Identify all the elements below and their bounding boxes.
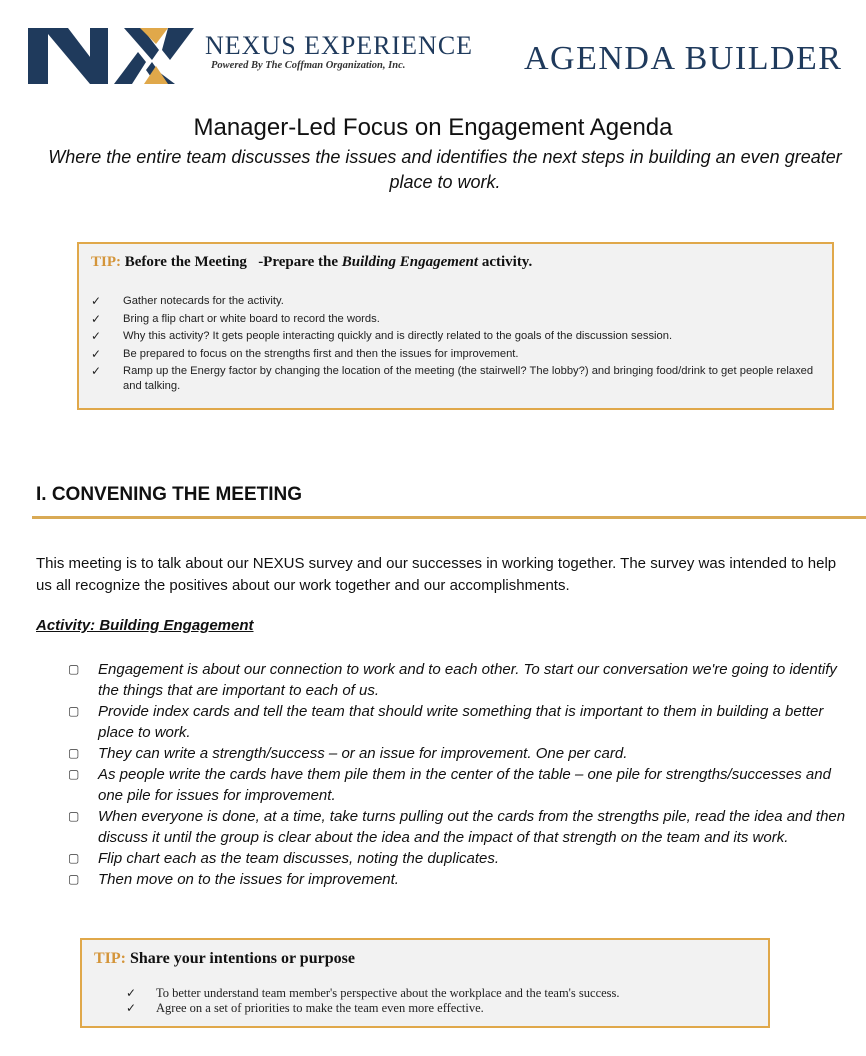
list-item-text: Gather notecards for the activity. [123, 295, 284, 307]
list-item-text: Engagement is about our connection to work and to each other. To start our conversation we're going to identify the things that are important to each of us. [98, 661, 837, 699]
brand-block [205, 32, 473, 71]
checkmark-icon: ✓ [126, 986, 137, 1000]
list-item [91, 329, 821, 344]
square-bullet-icon: ▢ [68, 746, 80, 760]
square-bullet-icon: ▢ [68, 704, 80, 718]
tip-heading-text: Share your intentions or purpose [130, 950, 355, 967]
checkmark-icon: ✓ [91, 311, 102, 326]
tip-label: TIP: [91, 254, 121, 270]
list-item [91, 364, 821, 394]
list-item-text: Agree on a set of priorities to make the team even more effective. [156, 1001, 484, 1015]
checkmark-icon: ✓ [91, 294, 102, 308]
list-item [60, 869, 860, 890]
brand-tagline: Powered By The Coffman Organization, Inc. [211, 60, 406, 71]
page-subtitle: Where the entire team discusses the issues and identifies the next steps in building an even greater place to work. [48, 147, 842, 192]
checkmark-icon: ✓ [126, 1001, 137, 1015]
brand-name: NEXUS EXPERIENCE [205, 31, 474, 60]
checkmark-icon: ✓ [91, 364, 102, 378]
page-title: Manager-Led Focus on Engagement Agenda [193, 114, 673, 141]
tip-checklist [126, 986, 756, 1016]
tip-heading-part: activity. [481, 254, 533, 270]
list-item [60, 806, 860, 848]
list-item-text: To better understand team member's perspective about the workplace and the team's success. [156, 986, 620, 1000]
list-item-text: Why this activity? It gets people interacting quickly and is directly related to the goals of the discussion session. [123, 330, 673, 342]
tip-label: TIP: [94, 950, 126, 967]
tip-box-share-intentions [80, 938, 770, 1028]
list-item [60, 764, 860, 806]
list-item [126, 1001, 756, 1016]
section-heading: I. CONVENING THE MEETING [36, 484, 303, 505]
square-bullet-icon: ▢ [68, 809, 80, 823]
activity-title: Activity: Building Engagement [36, 617, 254, 634]
square-bullet-icon: ▢ [68, 662, 80, 676]
list-item [91, 312, 821, 327]
list-item-text: When everyone is done, at a time, take turns pulling out the cards from the strengths pile, read the idea and then discuss it until the group is clear about the idea and the impact of that strength on the team and its work. [98, 808, 846, 846]
section-intro: This meeting is to talk about our NEXUS survey and our successes in working together. The survey was intended to help us all recognize the positives about our work together and our accomplishments. [36, 555, 837, 594]
list-item-text: Provide index cards and tell the team that should write something that is important to them in building a better place to work. [98, 703, 824, 741]
list-item-text: Be prepared to focus on the strengths first and then the issues for improvement. [123, 347, 519, 360]
list-item [60, 659, 860, 701]
list-item [60, 848, 860, 869]
list-item [91, 347, 821, 362]
tip-heading-emphasis: Building Engagement [341, 254, 479, 270]
tip-checklist [91, 294, 821, 397]
section-divider [32, 516, 866, 519]
list-item [60, 743, 860, 764]
tip-heading-part: Before the Meeting [124, 254, 247, 270]
list-item-text: Flip chart each as the team discusses, noting the duplicates. [98, 850, 500, 867]
square-bullet-icon: ▢ [68, 767, 80, 781]
doc-title: AGENDA BUILDER [524, 40, 843, 77]
activity-steps [60, 659, 860, 890]
checkmark-icon: ✓ [91, 346, 102, 361]
nexus-logo-icon [28, 20, 194, 92]
tip-heading-part: -Prepare the [258, 254, 339, 270]
square-bullet-icon: ▢ [68, 851, 80, 865]
list-item-text: Bring a flip chart or white board to record the words. [123, 312, 380, 325]
checkmark-icon: ✓ [91, 329, 102, 343]
tip-box-before-meeting [77, 242, 834, 410]
tip-heading [91, 254, 532, 271]
list-item [126, 986, 756, 1001]
list-item-text: They can write a strength/success – or an issue for improvement. One per card. [98, 745, 628, 762]
list-item [91, 294, 821, 309]
list-item-text: Then move on to the issues for improvement. [98, 871, 399, 888]
list-item-text: As people write the cards have them pile them in the center of the table – one pile for strengths/successes and one pile for issues for improvement. [98, 766, 831, 804]
tip-heading [94, 950, 355, 968]
square-bullet-icon: ▢ [68, 872, 80, 886]
list-item-text: Ramp up the Energy factor by changing the location of the meeting (the stairwell? The lobby?) and bringing food/drink to get people relaxed and talking. [123, 365, 814, 392]
list-item [60, 701, 860, 743]
